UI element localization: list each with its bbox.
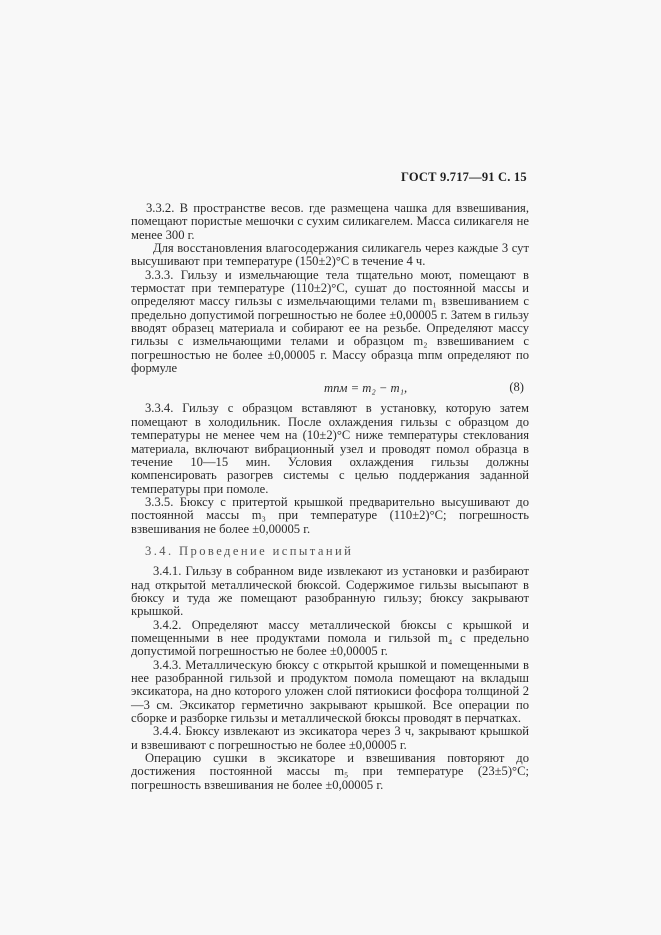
section-title-3-4: 3.4. Проведение испытаний bbox=[145, 543, 354, 558]
paragraph-3-4-1: 3.4.1. Гильзу в собранном виде извлекают из установки и разбирают над открытой металлической бюксой. Содержимое гильзы высыпают в бюксу и туда же помещают разобранную гильзу; бюксу закрывают крышкой. bbox=[131, 564, 529, 619]
paragraph-3-3-4: 3.3.4. Гильзу с образцом вставляют в установку, которую затем помещают в холодильник. После охлаждения гильзы с образцом до температуры не менее чем на (10±2)°С ниже температуры стеклования материала, включают вибрационный узел и проводят помол образца в течение 10—15 мин. Условия охлаждения гильзы должны компенсировать разогрев системы с целью поддержания заданной температуры при помоле. bbox=[131, 401, 529, 496]
formula-expression: mпм = m₂ − m₁, bbox=[324, 381, 408, 396]
paragraph-3-4-4: 3.4.4. Бюксу извлекают из эксикатора через 3 ч, закрывают крышкой и взвешивают с погрешностью не более ±0,00005 г. bbox=[131, 724, 529, 752]
paragraph-3-3-3: 3.3.3. Гильзу и измельчающие тела тщательно моют, помещают в термостат при температуре (110±2)°С, сушат до постоянной массы и определяют массу гильзы с измельчающими телами m₁ взвешиванием с предельно допустимой погрешностью не более ±0,00005 г. Затем в гильзу вводят образец материала и собирают ее на резьбе. Определяют массу гильзы с измельчающими телами и образцом m₂ взвешиванием с погрешностью не более ±0,00005 г. Массу образца mпм определяют по формуле bbox=[131, 267, 529, 376]
paragraph-3-3-5: 3.3.5. Бюксу с притертой крышкой предварительно высушивают до постоянной массы m₃ при температуре (110±2)°С; погрешность взвешивания не более ±0,00005 г. bbox=[131, 494, 529, 536]
document-body bbox=[131, 202, 529, 792]
paragraph-3-4-3: 3.4.3. Металлическую бюксу с открытой крышкой и помещенными в нее разобранной гильзой и продуктом помола помещают на вкладыш эксикатора, на дно которого уложен слой пятиокиси фосфора толщиной 2—3 см. Эксикатор герметично закрывают крышкой. Все операции по сборке и разборке гильзы и металлической бюксы проводят в перчатках. bbox=[131, 657, 529, 726]
paragraph-3-4-2: 3.4.2. Определяют массу металлической бюксы с крышкой и помещенными в нее продуктами помола и гильзой m₄ с предельно допустимой погрешностью не более ±0,00005 г. bbox=[131, 617, 529, 659]
paragraph-3-3-2-continued: Для восстановления влагосодержания силикагель через каждые 3 сут высушивают при температуре (150±2)°С в течение 4 ч. bbox=[131, 241, 529, 269]
formula-number: (8) bbox=[509, 380, 524, 395]
paragraph-3-4-4-continued: Операцию сушки в эксикаторе и взвешивания повторяют до достижения постоянной массы m₅ при температуре (23±5)°С; погрешность взвешивания не более ±0,00005 г. bbox=[131, 751, 529, 792]
formula-8 bbox=[131, 378, 529, 400]
paragraph-3-3-2: 3.3.2. В пространстве весов. где размещена чашка для взвешивания, помещают пористые мешочки с сухим силикагелем. Масса силикагеля не менее 300 г. bbox=[131, 201, 529, 242]
running-header: ГОСТ 9.717—91 С. 15 bbox=[401, 170, 527, 184]
